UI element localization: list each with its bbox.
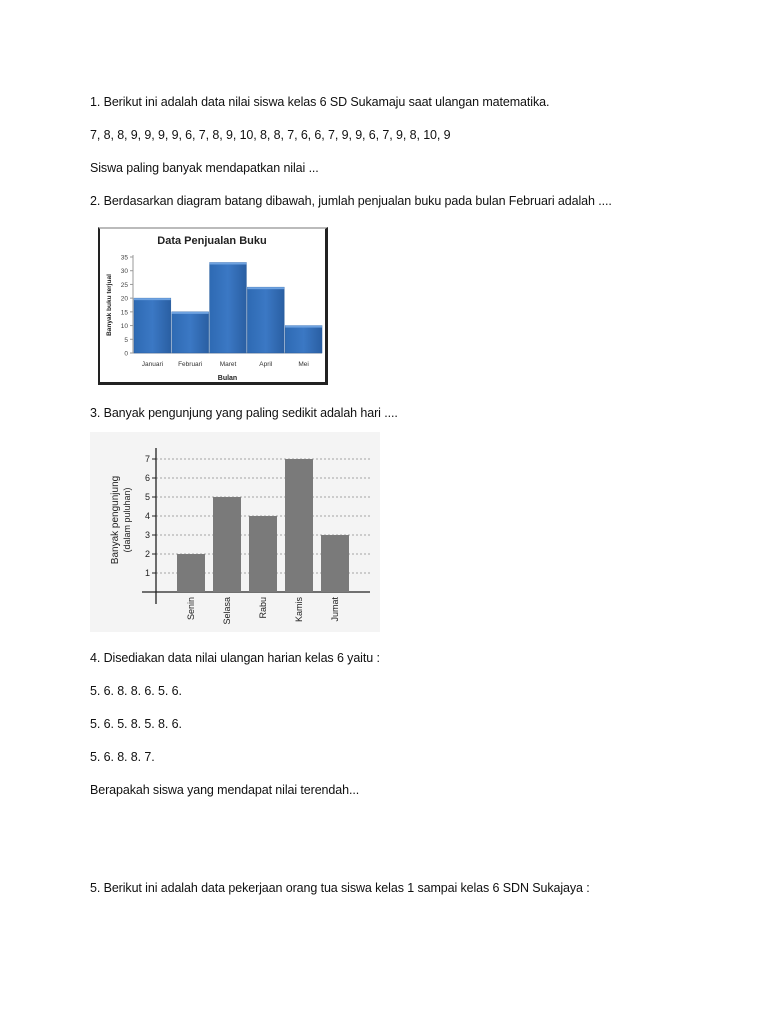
chart1-y-tick-label: 10 [120,323,128,331]
question-3-text: 3. Banyak pengunjung yang paling sedikit adalah hari .... [90,406,398,420]
chart1-x-tick-label: Februari [178,361,203,368]
chart1-bar-top [210,262,247,264]
chart1-y-tick-label: 0 [124,350,128,358]
chart1-bar-top [134,298,171,300]
chart1-title: Data Penjualan Buku [157,235,267,247]
chart1-x-tick-label: Januari [141,361,164,368]
chart2-bar [213,497,241,592]
question-2-text: 2. Berdasarkan diagram batang dibawah, jumlah penjualan buku pada bulan Februari adalah .... [90,194,612,208]
question-4-row-3: 5. 6. 8. 8. 7. [90,750,155,764]
chart1-y-tick-label: 30 [120,268,128,276]
chart1-bar [134,298,171,353]
chart2-x-tick-label: Kamis [294,597,304,623]
chart2-y-tick-label: 7 [144,454,150,464]
chart2-x-tick-label: Senin [186,597,196,621]
question-4-prompt: Berapakah siswa yang mendapat nilai terendah... [90,783,360,797]
chart1-x-tick-label: Mei [298,361,309,368]
chart1-x-tick-label: April [259,361,273,368]
question-1-prompt: Siswa paling banyak mendapatkan nilai ... [90,161,319,175]
chart1-bar-top [172,312,209,314]
chart2-bar [285,459,313,592]
chart1-y-tick-label: 20 [120,295,128,303]
question-4-text: 4. Disediakan data nilai ulangan harian kelas 6 yaitu : [90,651,380,665]
chart1-x-tick-label: Maret [219,361,237,368]
chart2-y-tick-label: 1 [144,568,150,578]
chart1-bar-top [285,326,322,328]
question-4-row-1: 5. 6. 8. 8. 6. 5. 6. [90,684,182,698]
chart2-y-label: Banyak pengunjung [110,475,121,565]
chart2-bar [177,554,205,592]
chart2-y-tick-label: 6 [144,473,150,483]
chart2-bar [321,535,349,592]
question-1-data: 7, 8, 8, 9, 9, 9, 9, 6, 7, 8, 9, 10, 8, 8, 7, 6, 6, 7, 9, 9, 6, 7, 9, 8, 10, 9 [90,128,451,142]
chart1-y-tick-label: 5 [124,336,128,344]
chart2-y-tick-label: 5 [144,492,150,502]
chart1-bar [247,287,284,353]
chart1-y-label: Banyak buku terjual [106,274,113,336]
book-sales-chart [98,227,328,385]
chart2-y-tick-label: 3 [144,530,150,540]
question-1-text: 1. Berikut ini adalah data nilai siswa kelas 6 SD Sukamaju saat ulangan matematika. [90,95,550,109]
chart1-x-label: Bulan [217,375,238,382]
chart2-y-tick-label: 2 [144,549,150,559]
chart1-bar [285,326,322,353]
chart1-bar [210,262,247,353]
visitor-chart [90,432,380,632]
chart1-y-tick-label: 15 [120,309,128,317]
chart2-x-tick-label: Selasa [222,597,232,625]
question-5-text: 5. Berikut ini adalah data pekerjaan orang tua siswa kelas 1 sampai kelas 6 SDN Sukajaya : [90,881,590,895]
chart2-bar [249,516,277,592]
chart1-bar [172,312,209,353]
chart1-y-tick-label: 35 [120,254,128,262]
chart1-y-tick-label: 25 [120,281,128,289]
chart2-y-tick-label: 4 [144,511,150,521]
question-4-row-2: 5. 6. 5. 8. 5. 8. 6. [90,717,182,731]
chart2-x-tick-label: Jumat [330,597,340,622]
chart2-y-label-sub: (dalam puluhan) [122,487,132,553]
chart1-bar-top [247,287,284,289]
book-sales-chart-svg [100,229,325,382]
visitor-chart-svg [90,432,380,632]
chart2-x-tick-label: Rabu [258,597,268,619]
